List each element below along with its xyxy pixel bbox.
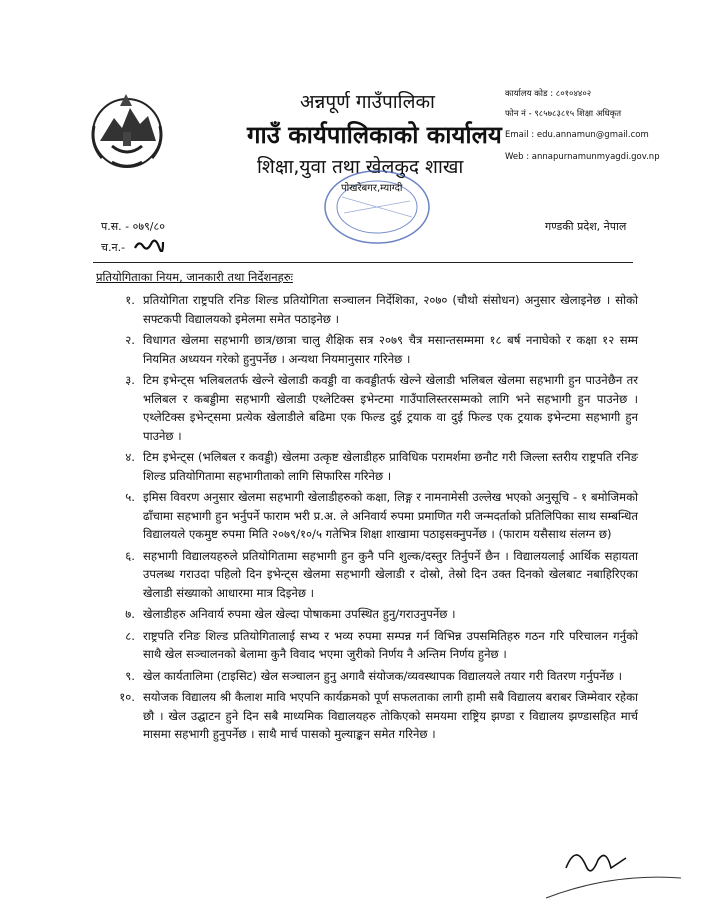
rule-number: १०. bbox=[119, 690, 135, 704]
rule-text: विधागत खेलमा सहभागी छात्र/छात्रा चालु शैक्षिक सत्र २०७९ चैत्र मसान्तसम्ममा १८ बर्ष ननाघेको र कक्षा १२ सम्म नियमित अध्ययन गरेको हुनुपर्नेछ । अन्यथा नियमानुसार गरिनेछ । bbox=[143, 333, 638, 366]
rule-number: ४. bbox=[125, 450, 135, 464]
list-item bbox=[93, 627, 638, 664]
rule-text: खेलाडीहरु अनिवार्य रुपमा खेल खेल्दा पोषाकमा उपस्थित हुनु/गराउनुपर्नेछ । bbox=[143, 607, 456, 621]
rule-text: सयोजक विद्यालय श्री कैलाश मावि भएपनि कार्यक्रमको पूर्ण सफलताका लागी हामी सबै विद्यालय बराबर जिम्मेवार रहेका छौ । खेल उद्घाटन हुने दिन सबै माध्यमिक विद्यालयहरु तोकिएको समयमा राष्ट्रिय झण्डा र विद्यालय झण्डासहित मार्च मासमा सहभागी हुनुपर्नेछ । साथै मार्च पासको मुल्याङ्कन समेत गरिनेछ । bbox=[143, 690, 638, 741]
rule-number: ९. bbox=[125, 668, 135, 683]
list-item bbox=[93, 667, 638, 686]
rule-number: ६. bbox=[125, 548, 135, 563]
rule-text: सहभागी विद्यालयहरुले प्रतियोगितामा सहभागी हुन कुनै पनि शुल्क/दस्तुर तिर्नुपर्ने छैन । विद्यालयलाई आर्थिक सहायता उपलब्ध गराउदा पहिलो दिन इभेन्ट्स खेलमा सहभागी खेलाडी र दोस्रो, तेस्रो दिन उक्त दिनको खेलबाट नबाहिरिएका खेलाडी संख्याको आधारमा मात्र दिइनेछ । bbox=[143, 548, 638, 600]
municipality-name: अन्नपूर्ण गाउँपालिका bbox=[300, 91, 435, 113]
list-item bbox=[93, 448, 638, 485]
rule-text: टिम इभेन्ट्स भलिबलतर्फ खेल्ने खेलाडी कवड्डी वा कवड्डीतर्फ खेल्ने खेलाडी भलिबल खेलमा सहभागी हुन पाउनेछैन तर भलिबल र कबड्डीमा सहभागी खेलाडी एथ्लेटिक्स इभेन्टमा गाउँपालिस्तरसम्मको लागि भने सहभागी हुन पाउनेछ । एथ्लेटिक्स इभेन्ट्समा प्रत्येक खेलाडीले बढिमा एक फिल्ड दुई ट्रयाक वा दुई फिल्ड एक ट्रयाक इभेन्टमा सहभागी हुन पाउनेछ । bbox=[143, 373, 638, 443]
signature-stamp bbox=[536, 838, 686, 908]
rule-text: टिम इभेन्ट्स (भलिबल र कवड्डी) खेलमा उत्कृष्ट खेलाडीहरु प्राविधिक परामर्शमा छनौट गरी जिल्ला स्तरीय राष्ट्रपति रनिङ शिल्ड प्रतियोगितामा सहभागीताको लागि सिफारिस गरिनेछ । bbox=[143, 450, 638, 483]
phone-number: फोन नं - ९८५७८३८१५ शिक्षा अधिकृत bbox=[505, 109, 622, 119]
rule-number: ५. bbox=[125, 490, 135, 504]
dispatch-number: च.न.- bbox=[101, 241, 126, 254]
office-code: कार्यालय कोड : ८०१०४४०२ bbox=[505, 89, 592, 99]
office-location: पोखरेबगर,म्याग्दी bbox=[341, 183, 403, 194]
rule-text: इमिस विवरण अनुसार खेलमा सहभागी खेलाडीहरुको कक्षा, लिङ्ग र नामनामेसी उल्लेख भएको अनुसूचि - १ बमोजिमको ढाँचामा सहभागी हुन भर्नुपर्ने फाराम भरी प्र.अ. ले अनिवार्य रुपमा प्रमाणित गरी जन्मदर्ताको प्रतिलिपिका साथ सम्बन्धित विद्यालयले एकमुष्ट रुपमा मिति २०७९/१०/५ गतेभित्र शिक्षा शाखामा पठाइसक्नुपर्नेछ । (फाराम यसैसाथ संलग्न छ) bbox=[143, 490, 638, 541]
dispatch-scribble bbox=[133, 238, 165, 252]
email-address: Email : edu.annamun@gmail.com bbox=[505, 130, 649, 140]
rule-text: राष्ट्रपति रनिङ शिल्ड प्रतियोगितालाई सभ्य र भव्य रुपमा सम्पन्न गर्न विभिन्न उपसमितिहरु गठन गरि परिचालन गर्नुको साथै खेल सञ्चालनको बेलामा कुनै विवाद भएमा जुरीको निर्णय नै अन्तिम निर्णय हुनेछ । bbox=[143, 628, 638, 661]
list-item bbox=[93, 331, 638, 368]
list-item bbox=[93, 605, 638, 624]
section-name: शिक्षा,युवा तथा खेलकुद शाखा bbox=[257, 156, 464, 178]
nepal-emblem-icon bbox=[82, 86, 172, 176]
rule-number: १. bbox=[125, 293, 135, 307]
list-item bbox=[93, 291, 638, 328]
office-stamp bbox=[322, 167, 432, 247]
rule-number: २. bbox=[125, 333, 135, 347]
rules-heading: प्रतियोगिताका नियम, जानकारी तथा निर्देशनहरुः bbox=[96, 270, 293, 284]
website-address: Web : annapurnamunmyagdi.gov.np bbox=[505, 152, 660, 162]
office-name: गाउँ कार्यपालिकाको कार्यालय bbox=[247, 121, 502, 149]
list-item bbox=[93, 688, 638, 744]
rules-list bbox=[93, 291, 638, 747]
list-item bbox=[93, 547, 638, 603]
rule-text: प्रतियोगिता राष्ट्रपति रनिङ शिल्ड प्रतियोगिता सञ्चालन निर्देशिका, २०७० (चौथो संसोधन) अनुसार खेलाइनेछ । सोको सफ्टकपी विद्यालयको इमेलमा समेत पठाइनेछ । bbox=[143, 293, 638, 326]
rule-number: ८. bbox=[125, 628, 135, 643]
letter-number: प.स. - ०७९/८० bbox=[101, 220, 165, 233]
list-item bbox=[93, 371, 638, 445]
rule-text: खेल कार्यतालिमा (टाइसिट) खेल सञ्चालन हुनु अगावै संयोजक/व्यवस्थापक विद्यालयले तयार गरी वितरण गर्नुपर्नेछ । bbox=[143, 668, 623, 683]
province-name: गण्डकी प्रदेश, नेपाल bbox=[545, 220, 627, 233]
rule-number: ३. bbox=[125, 373, 135, 387]
list-item bbox=[93, 488, 638, 544]
rule-number: ७. bbox=[125, 607, 135, 621]
header-divider bbox=[93, 262, 633, 263]
